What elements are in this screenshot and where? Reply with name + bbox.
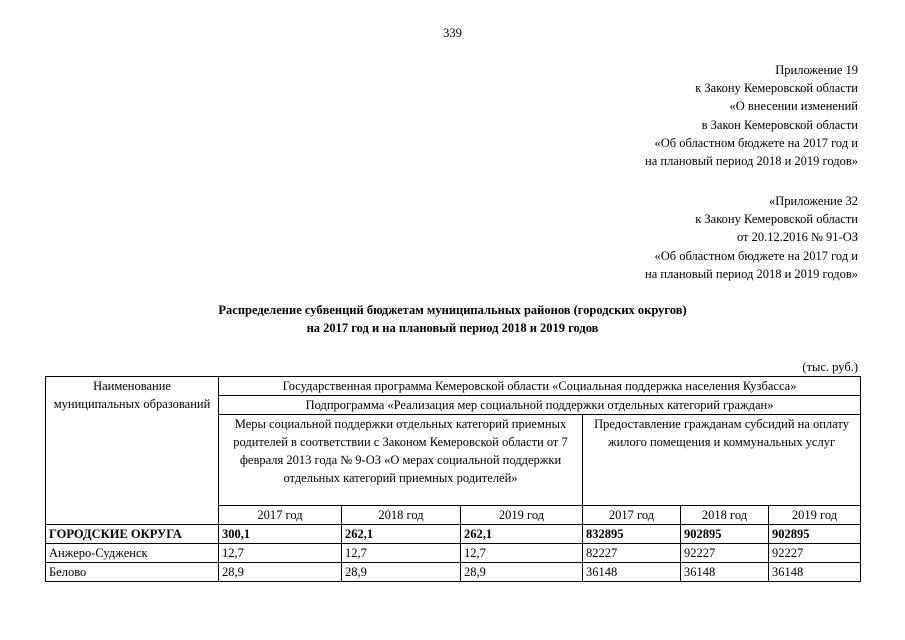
appendix-line: «Об областном бюджете на 2017 год и — [654, 135, 858, 150]
appendix-line: к Закону Кемеровской области — [695, 212, 858, 227]
appendix-line: «Об областном бюджете на 2017 год и — [654, 248, 858, 263]
program-header: Государственная программа Кемеровской области «Социальная поддержка населения Кузбасса» — [219, 377, 861, 396]
subvention-table — [45, 376, 861, 582]
row-value: 82227 — [583, 544, 681, 563]
row-value: 12,7 — [219, 544, 342, 563]
appendix-line: на плановый период 2018 и 2019 годов» — [645, 154, 858, 169]
row-value: 902895 — [681, 525, 769, 544]
row-value: 262,1 — [342, 525, 461, 544]
appendix-line: Приложение 19 — [775, 63, 858, 77]
table-row — [46, 563, 861, 582]
row-value: 36148 — [769, 563, 861, 582]
row-value: 300,1 — [219, 525, 342, 544]
year-header: 2017 год — [219, 506, 342, 525]
row-value: 902895 — [769, 525, 861, 544]
appendix-line: в Закон Кемеровской области — [701, 117, 858, 132]
measure-foster-parents-header: Меры социальной поддержки отдельных категорий приемных родителей в соответствии с Законом Кемеровской области от 7 февраля 2013 года № 9-ОЗ «О мерах социальной поддержки отдельных категорий приемных родителей» — [219, 415, 583, 506]
appendix-line: «Приложение 32 — [769, 194, 858, 208]
row-value: 28,9 — [342, 563, 461, 582]
year-header: 2018 год — [681, 506, 769, 525]
subprogram-header: Подпрограмма «Реализация мер социальной поддержки отдельных категорий граждан» — [219, 396, 861, 415]
row-value: 28,9 — [219, 563, 342, 582]
table-row — [46, 544, 861, 563]
row-value: 92227 — [769, 544, 861, 563]
year-header: 2017 год — [583, 506, 681, 525]
row-value: 12,7 — [461, 544, 583, 563]
row-value: 36148 — [681, 563, 769, 582]
appendix-line: от 20.12.2016 № 91-ОЗ — [736, 230, 858, 245]
header-row-program — [46, 377, 861, 396]
title-line-1: Распределение субвенций бюджетам муниципальных районов (городских округов) — [218, 303, 687, 317]
municipality-header: Наименование муниципальных образований — [46, 377, 219, 525]
row-value: 36148 — [583, 563, 681, 582]
appendix-19-heading — [645, 61, 858, 170]
measure-housing-subsidy-header: Предоставление гражданам субсидий на оплату жилого помещения и коммунальных услуг — [583, 415, 861, 506]
row-name: Анжеро-Судженск — [46, 544, 219, 563]
row-name: Белово — [46, 563, 219, 582]
appendix-32-heading — [645, 192, 858, 283]
row-value: 28,9 — [461, 563, 583, 582]
row-value: 92227 — [681, 544, 769, 563]
year-header: 2019 год — [769, 506, 861, 525]
row-value: 262,1 — [461, 525, 583, 544]
title-line-2: на 2017 год и на плановый период 2018 и 2019 годов — [306, 321, 599, 335]
table-row — [46, 525, 861, 544]
row-value: 832895 — [583, 525, 681, 544]
units-label: (тыс. руб.) — [802, 360, 858, 374]
appendix-line: на плановый период 2018 и 2019 годов» — [645, 266, 858, 281]
document-title — [0, 301, 905, 337]
appendix-line: «О внесении изменений — [729, 99, 858, 114]
row-value: 12,7 — [342, 544, 461, 563]
year-header: 2018 год — [342, 506, 461, 525]
page-number: 339 — [443, 26, 462, 40]
row-name: ГОРОДСКИЕ ОКРУГА — [46, 525, 219, 544]
year-header: 2019 год — [461, 506, 583, 525]
appendix-line: к Закону Кемеровской области — [695, 81, 858, 96]
